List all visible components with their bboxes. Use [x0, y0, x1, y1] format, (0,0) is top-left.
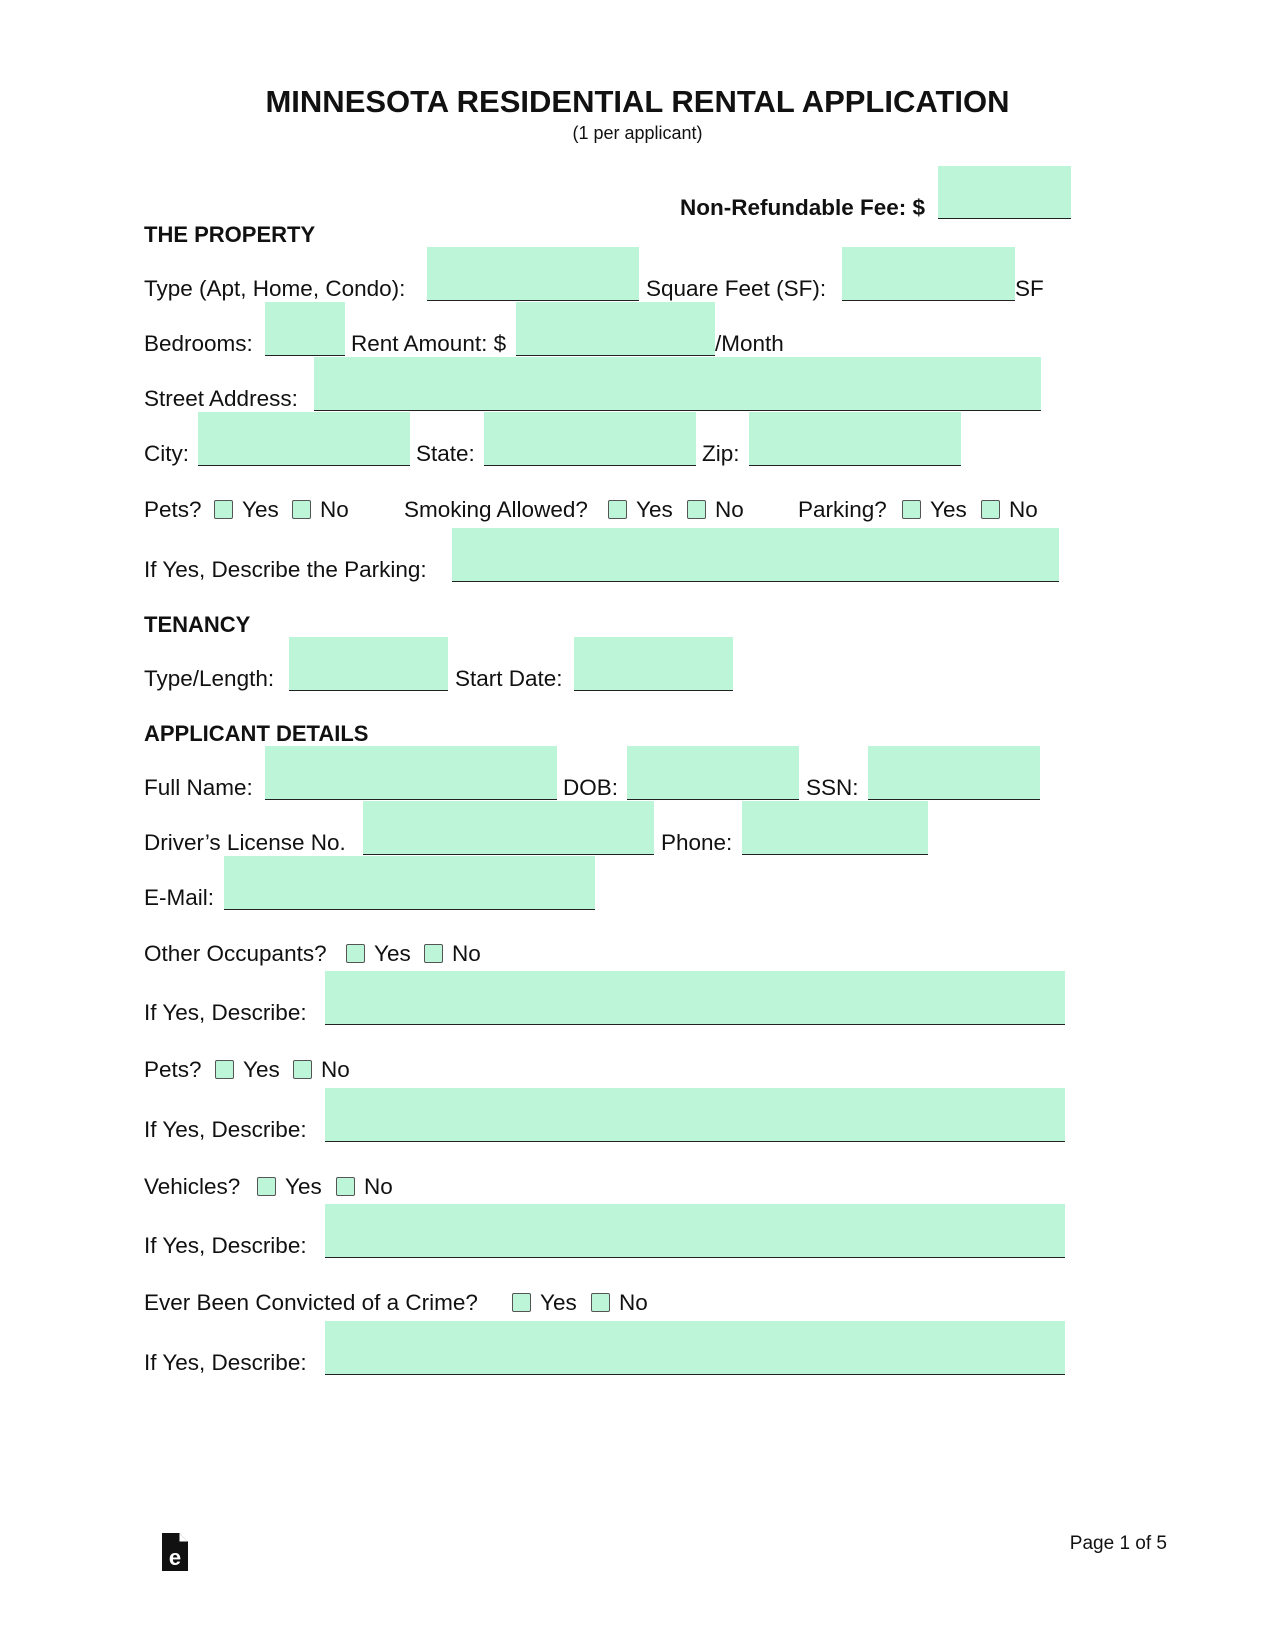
vehicles-yes-label: Yes: [285, 1174, 322, 1199]
rent-amount-label: Rent Amount: $: [351, 331, 507, 356]
property-pets-label: Pets?: [144, 497, 202, 522]
crime-yes-checkbox[interactable]: [512, 1293, 531, 1312]
street-address-label: Street Address:: [144, 386, 298, 411]
vehicles-no-checkbox[interactable]: [336, 1177, 355, 1196]
property-pets-no-checkbox[interactable]: [292, 500, 311, 519]
drivers-license-field[interactable]: [363, 801, 654, 855]
fee-input[interactable]: [938, 166, 1071, 218]
vehicles-yes-checkbox[interactable]: [257, 1177, 276, 1196]
applicant-heading: APPLICANT DETAILS: [144, 721, 369, 746]
vehicles-label: Vehicles?: [144, 1174, 241, 1199]
ssn-label: SSN:: [806, 775, 859, 800]
type-length-input[interactable]: [289, 637, 448, 690]
bedrooms-label: Bedrooms:: [144, 331, 253, 356]
vehicles-describe-field[interactable]: [325, 1204, 1065, 1258]
occupants-yes-checkbox[interactable]: [346, 944, 365, 963]
parking-description-input[interactable]: [452, 528, 1059, 581]
applicant-pets-label: Pets?: [144, 1057, 202, 1082]
full-name-label: Full Name:: [144, 775, 253, 800]
rent-suffix: /Month: [715, 331, 784, 356]
state-field[interactable]: [484, 412, 696, 466]
smoking-no-label: No: [715, 497, 744, 522]
property-pets-no-label: No: [320, 497, 349, 522]
smoking-yes-checkbox[interactable]: [608, 500, 627, 519]
rent-amount-input[interactable]: [516, 302, 715, 355]
start-date-field[interactable]: [574, 637, 733, 691]
dob-field[interactable]: [627, 746, 799, 800]
tenancy-heading: TENANCY: [144, 612, 251, 637]
phone-input[interactable]: [742, 801, 928, 854]
city-field[interactable]: [198, 412, 410, 466]
vehicles-describe-label: If Yes, Describe:: [144, 1233, 307, 1258]
bedrooms-input[interactable]: [265, 302, 345, 355]
fee-field[interactable]: [938, 166, 1071, 219]
drivers-license-label: Driver’s License No.: [144, 830, 346, 855]
svg-text:e: e: [168, 1545, 182, 1570]
crime-describe-field[interactable]: [325, 1321, 1065, 1375]
dob-label: DOB:: [563, 775, 619, 800]
crime-yes-label: Yes: [540, 1290, 577, 1315]
parking-no-label: No: [1009, 497, 1038, 522]
pets-describe-input[interactable]: [325, 1088, 1065, 1141]
type-length-label: Type/Length:: [144, 666, 275, 691]
applicant-pets-yes-checkbox[interactable]: [215, 1060, 234, 1079]
property-type-input[interactable]: [427, 247, 639, 300]
city-input[interactable]: [198, 412, 410, 465]
rent-amount-field[interactable]: [516, 302, 715, 356]
street-address-field[interactable]: [314, 357, 1041, 411]
start-date-input[interactable]: [574, 637, 733, 690]
esign-logo-icon: [160, 1532, 190, 1572]
parking-yes-label: Yes: [930, 497, 967, 522]
applicant-pets-no-label: No: [321, 1057, 350, 1082]
occupants-yes-label: Yes: [374, 941, 411, 966]
pets-describe-field[interactable]: [325, 1088, 1065, 1142]
email-field[interactable]: [224, 856, 595, 910]
phone-label: Phone:: [661, 830, 733, 855]
drivers-license-input[interactable]: [363, 801, 654, 854]
email-input[interactable]: [224, 856, 595, 909]
smoking-yes-label: Yes: [636, 497, 673, 522]
property-type-field[interactable]: [427, 247, 639, 301]
full-name-input[interactable]: [265, 746, 557, 799]
state-input[interactable]: [484, 412, 696, 465]
document-subtitle: (1 per applicant): [572, 123, 703, 143]
property-pets-yes-label: Yes: [242, 497, 279, 522]
pets-describe-label: If Yes, Describe:: [144, 1117, 307, 1142]
type-length-field[interactable]: [289, 637, 448, 691]
parking-no-checkbox[interactable]: [981, 500, 1000, 519]
square-feet-input[interactable]: [842, 247, 1015, 300]
email-label: E-Mail:: [144, 885, 215, 910]
applicant-pets-no-checkbox[interactable]: [293, 1060, 312, 1079]
occupants-describe-input[interactable]: [325, 971, 1065, 1024]
full-name-field[interactable]: [265, 746, 557, 800]
bedrooms-field[interactable]: [265, 302, 345, 356]
fee-label: Non-Refundable Fee: $: [680, 195, 926, 220]
square-feet-field[interactable]: [842, 247, 1015, 301]
property-heading: THE PROPERTY: [144, 222, 316, 247]
parking-description-label: If Yes, Describe the Parking:: [144, 557, 427, 582]
street-address-input[interactable]: [314, 357, 1041, 410]
ssn-field[interactable]: [868, 746, 1040, 800]
ssn-input[interactable]: [868, 746, 1040, 799]
parking-description-field[interactable]: [452, 528, 1059, 582]
city-label: City:: [144, 441, 189, 466]
occupants-no-label: No: [452, 941, 481, 966]
zip-input[interactable]: [749, 412, 961, 465]
state-label: State:: [416, 441, 475, 466]
crime-describe-input[interactable]: [325, 1321, 1065, 1374]
start-date-label: Start Date:: [455, 666, 563, 691]
crime-no-label: No: [619, 1290, 648, 1315]
dob-input[interactable]: [627, 746, 799, 799]
crime-no-checkbox[interactable]: [591, 1293, 610, 1312]
square-feet-label: Square Feet (SF):: [646, 276, 827, 301]
occupants-describe-label: If Yes, Describe:: [144, 1000, 307, 1025]
smoking-no-checkbox[interactable]: [687, 500, 706, 519]
vehicles-describe-input[interactable]: [325, 1204, 1065, 1257]
occupants-no-checkbox[interactable]: [424, 944, 443, 963]
phone-field[interactable]: [742, 801, 928, 855]
square-feet-suffix: SF: [1015, 276, 1044, 301]
page-number: Page 1 of 5: [1069, 1533, 1167, 1554]
property-type-label: Type (Apt, Home, Condo):: [144, 276, 406, 301]
vehicles-no-label: No: [364, 1174, 393, 1199]
document-title: MINNESOTA RESIDENTIAL RENTAL APPLICATION: [265, 84, 1010, 119]
crime-describe-label: If Yes, Describe:: [144, 1350, 307, 1375]
zip-field[interactable]: [749, 412, 961, 466]
property-pets-yes-checkbox[interactable]: [214, 500, 233, 519]
parking-label: Parking?: [798, 497, 887, 522]
parking-yes-checkbox[interactable]: [902, 500, 921, 519]
smoking-label: Smoking Allowed?: [404, 497, 588, 522]
crime-label: Ever Been Convicted of a Crime?: [144, 1290, 478, 1315]
zip-label: Zip:: [702, 441, 740, 466]
occupants-describe-field[interactable]: [325, 971, 1065, 1025]
occupants-label: Other Occupants?: [144, 941, 327, 966]
applicant-pets-yes-label: Yes: [243, 1057, 280, 1082]
